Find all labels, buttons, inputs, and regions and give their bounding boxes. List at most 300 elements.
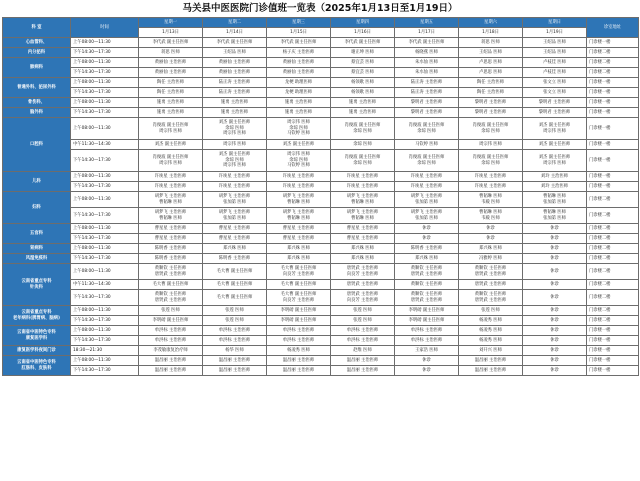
duty-cell: 陈明香 主治医师 — [139, 244, 203, 254]
duty-cell: 黄丽仙 主治医师 — [139, 68, 203, 78]
duty-cell: 休诊 — [523, 264, 587, 280]
duty-cell: 毛大曹 副主任医师 — [203, 280, 267, 290]
duty-cell: 马钦婷 医师 — [395, 140, 459, 150]
duty-cell: 休诊 — [523, 306, 587, 316]
time-cell: 下午14:30—17:30 — [71, 366, 139, 376]
table-row — [3, 336, 639, 346]
duty-cell: 施勇 主治医师 — [139, 98, 203, 108]
duty-cell: 李代武 副主任医师 — [203, 38, 267, 48]
duty-cell: 单洪标 主治医师 — [139, 336, 203, 346]
dept-cell: 妇科 — [3, 192, 71, 224]
dept-cell: 肾病科 — [3, 244, 71, 254]
time-cell: 上午08:00—11:30 — [71, 38, 139, 48]
header-location: 诊室地址 — [587, 18, 639, 38]
location-cell: 门诊楼二楼 — [587, 224, 639, 234]
duty-cell: 杨凌秀 医师 — [459, 336, 523, 346]
duty-cell: 杨领歌 医师 — [331, 88, 395, 98]
page-title: 马关县中医医院门诊值班一览表（2025年1月13日至1月19日） — [182, 3, 458, 14]
location-cell: 门诊楼一楼 — [587, 78, 639, 88]
duty-cell: 休诊 — [523, 224, 587, 234]
table-row — [3, 316, 639, 326]
duty-cell: 郑兴姝 医师 — [331, 244, 395, 254]
time-cell: 中午11:30—14:30 — [71, 280, 139, 290]
dept-cell: 内分泌科 — [3, 48, 71, 58]
table-row — [3, 192, 639, 208]
duty-cell: 温昌丽 主治医师 — [139, 356, 203, 366]
duty-cell: 单洪标 主治医师 — [331, 326, 395, 336]
duty-cell: 休诊 — [395, 234, 459, 244]
table-row — [3, 118, 639, 140]
duty-cell: 杨子庆 主治医师 — [267, 48, 331, 58]
duty-cell: 郑兴姝 医师 — [267, 244, 331, 254]
duty-cell: 单洪标 主治医师 — [331, 336, 395, 346]
header-day: 星期五 — [395, 18, 459, 28]
duty-cell: 胡梦飞 主治医师 曹韬琳 医师 — [139, 208, 203, 224]
location-cell: 门诊楼一楼 — [587, 38, 639, 48]
duty-cell: 郑兴姝 医师 — [395, 254, 459, 264]
duty-cell: 施勇 主治医师 — [331, 108, 395, 118]
duty-cell: 单洪标 主治医师 — [203, 326, 267, 336]
duty-cell: 龙梗 助理医师 — [267, 88, 331, 98]
duty-cell: 张文立 医师 — [523, 88, 587, 98]
table-row — [3, 208, 639, 224]
duty-cell: 许诶星 主治医师 — [395, 182, 459, 192]
duty-cell: 休诊 — [523, 336, 587, 346]
table-row — [3, 326, 639, 336]
duty-cell: 李代武 副主任医师 — [139, 38, 203, 48]
duty-cell: 王绍品 医师 — [523, 48, 587, 58]
duty-cell: 周宗伟 医师 — [203, 140, 267, 150]
duty-cell: 杨凌秀 医师 — [459, 316, 523, 326]
duty-cell: 刘玲 主治医师 — [523, 182, 587, 192]
location-cell: 门诊楼一楼 — [587, 336, 639, 346]
duty-cell: 蔡宜芸 医师 — [331, 58, 395, 68]
header-dept: 科 室 — [3, 18, 71, 38]
duty-cell: 张莲 医师 — [331, 316, 395, 326]
header-date: 1月18日 — [459, 28, 523, 38]
duty-cell: 休诊 — [523, 290, 587, 306]
duty-cell: 陈明香 主治医师 — [139, 254, 203, 264]
duty-cell: 张文立 医师 — [523, 78, 587, 88]
duty-cell: 杨领歌 医师 — [331, 78, 395, 88]
duty-cell: 唐贤武 主治医师 向良芳 主治医师 — [331, 290, 395, 306]
duty-cell: 毛大曹 副主任医师 — [139, 280, 203, 290]
duty-cell: 毛大曹 副主任医师 — [203, 290, 267, 306]
duty-cell: 唐贤武 主治医师 向良芳 主治医师 — [331, 264, 395, 280]
duty-cell: 陶任 主治医师 — [459, 78, 523, 88]
duty-cell: 陆正涛 主治医师 — [203, 78, 267, 88]
duty-cell: 许诶星 主治医师 — [139, 182, 203, 192]
dept-cell: 口腔科 — [3, 118, 71, 172]
time-cell: 上午08:00—11:30 — [71, 172, 139, 182]
duty-cell: 肖俊波 副主任医师 周宗伟 医师 — [139, 150, 203, 172]
table-row — [3, 346, 639, 356]
dept-cell: 云南省重点专科 老年病科(脾胃病、脑病) — [3, 306, 71, 326]
duty-cell: 陶任 主治医师 — [459, 88, 523, 98]
time-cell: 下午14:30—17:30 — [71, 150, 139, 172]
time-cell: 上午08:00—11:30 — [71, 264, 139, 280]
duty-cell: 唐贤武 主治医师 — [459, 280, 523, 290]
dept-cell: 肺病科 — [3, 58, 71, 78]
duty-cell: 卢思思 医师 — [459, 68, 523, 78]
table-row — [3, 58, 639, 68]
duty-cell: 黄顺钦 主任医师 唐贤武 主治医师 — [139, 290, 203, 306]
dept-cell: 云南省中医特色专科 肛肠科、皮肤科 — [3, 356, 71, 376]
duty-cell: 施勇 主治医师 — [203, 108, 267, 118]
duty-cell: 胡梦飞 主治医师 张加第 医师 — [203, 208, 267, 224]
location-cell: 门诊楼一楼 — [587, 98, 639, 108]
duty-cell: 王家浩 医师 — [395, 346, 459, 356]
table-row — [3, 182, 639, 192]
location-cell: 门诊楼二楼 — [587, 234, 639, 244]
location-cell: 门诊楼一楼 — [587, 356, 639, 366]
duty-cell: 王绍品 医师 — [459, 48, 523, 58]
duty-cell: 曹星星 主治医师 — [203, 224, 267, 234]
location-cell: 门诊楼一楼 — [587, 182, 639, 192]
header-date: 1月13日 — [139, 28, 203, 38]
duty-cell: 施勇 主治医师 — [331, 98, 395, 108]
duty-cell: 曹星星 主治医师 — [267, 224, 331, 234]
duty-cell: 陈明香 主治医师 — [203, 254, 267, 264]
duty-cell: 曹星星 主治医师 — [331, 234, 395, 244]
time-cell: 下午14:30—17:30 — [71, 182, 139, 192]
duty-cell: 黄顺钦 主任医师 唐贤武 主治医师 — [395, 290, 459, 306]
duty-cell: 赵维 医师 — [331, 346, 395, 356]
duty-cell: 肖俊波 副主任医师 余琼 医师 — [331, 150, 395, 172]
time-cell: 下午14:30—17:30 — [71, 316, 139, 326]
dept-cell: 云南省重点专科 针灸科 — [3, 264, 71, 306]
duty-cell: 周宗伟 医师 余琼 医师 马钦婷 医师 — [267, 118, 331, 140]
table-row — [3, 98, 639, 108]
time-cell: 上午08:00—11:30 — [71, 58, 139, 68]
location-cell: 门诊楼二楼 — [587, 192, 639, 208]
duty-cell: 单洪标 主治医师 — [203, 336, 267, 346]
duty-cell: 温昌丽 主治医师 — [459, 366, 523, 376]
dept-cell: 五官科 — [3, 224, 71, 244]
duty-cell: 蔡宜芸 医师 — [331, 68, 395, 78]
duty-cell: 曹星星 主治医师 — [139, 234, 203, 244]
duty-cell: 李茂敏康复治疗师 — [139, 346, 203, 356]
duty-cell: 蒋思 医师 — [139, 48, 203, 58]
duty-cell: 曹星星 主治医师 — [139, 224, 203, 234]
location-cell: 门诊楼二楼 — [587, 48, 639, 58]
table-row — [3, 254, 639, 264]
duty-cell: 刘杰 副主任医师 — [139, 140, 203, 150]
duty-cell: 余琼 医师 — [331, 140, 395, 150]
table-row — [3, 264, 639, 280]
duty-cell: 肖俊波 副主任医师 余琼 医师 — [395, 118, 459, 140]
duty-cell: 休诊 — [459, 224, 523, 234]
duty-cell: 曹星星 主治医师 — [203, 234, 267, 244]
time-cell: 18:30—21:30 — [71, 346, 139, 356]
duty-cell: 卢思思 医师 — [459, 58, 523, 68]
duty-cell: 黎明君 主治医师 — [395, 108, 459, 118]
table-row — [3, 140, 639, 150]
duty-cell: 张莲 医师 — [459, 306, 523, 316]
table-row — [3, 290, 639, 306]
duty-cell: 刘杰 副主任医师 余琼 医师 周宗伟 医师 — [203, 118, 267, 140]
duty-cell: 施勇 主治医师 — [267, 98, 331, 108]
duty-cell: 休诊 — [523, 366, 587, 376]
duty-cell: 单洪标 主治医师 — [395, 326, 459, 336]
duty-cell: 黎明君 主治医师 — [459, 98, 523, 108]
duty-cell: 郑兴姝 医师 — [459, 244, 523, 254]
duty-cell: 休诊 — [523, 316, 587, 326]
dept-cell: 普通外科、泌尿外科 — [3, 78, 71, 98]
duty-cell: 休诊 — [523, 356, 587, 366]
table-row — [3, 280, 639, 290]
table-row — [3, 356, 639, 366]
time-cell: 上午08:00—11:30 — [71, 244, 139, 254]
duty-cell: 曹韬琳 医师 韦殿 医师 — [459, 208, 523, 224]
dept-cell: 儿科 — [3, 172, 71, 192]
duty-cell: 张莲 医师 — [203, 316, 267, 326]
header-day: 星期四 — [331, 18, 395, 28]
duty-cell: 卢枝佳 医师 — [523, 58, 587, 68]
duty-cell: 休诊 — [395, 356, 459, 366]
duty-cell: 胡梦飞 主治医师 张加第 医师 — [395, 192, 459, 208]
duty-cell: 施勇 主治医师 — [203, 98, 267, 108]
duty-cell: 施勇 主治医师 — [139, 108, 203, 118]
time-cell: 上午08:00—11:30 — [71, 356, 139, 366]
dept-cell: 风湿免疫科 — [3, 254, 71, 264]
duty-cell: 温昌丽 主治医师 — [267, 366, 331, 376]
duty-cell: 单洪标 主治医师 — [395, 336, 459, 346]
duty-cell: 曹星星 主治医师 — [331, 224, 395, 234]
duty-cell: 刘玲 主治医师 — [523, 172, 587, 182]
duty-cell: 毛大曹 副主任医师 — [267, 280, 331, 290]
table-row — [3, 38, 639, 48]
duty-cell: 冯雅婷 医师 — [459, 254, 523, 264]
location-cell: 门诊楼一楼 — [587, 346, 639, 356]
header-day: 星期一 — [139, 18, 203, 28]
header-date: 1月15日 — [267, 28, 331, 38]
duty-cell: 朱水仙 医师 — [395, 58, 459, 68]
time-cell: 下午14:30—17:30 — [71, 234, 139, 244]
duty-cell: 唐贤武 主治医师 — [331, 280, 395, 290]
dept-cell: 脑外科 — [3, 108, 71, 118]
time-cell: 上午08:00—11:30 — [71, 224, 139, 234]
location-cell: 门诊楼二楼 — [587, 280, 639, 290]
duty-cell: 曹韬琳 医师 张加第 医师 — [523, 192, 587, 208]
duty-cell: 蒋思 医师 — [459, 38, 523, 48]
time-cell: 下午14:30—17:30 — [71, 68, 139, 78]
time-cell: 下午14:30—17:30 — [71, 88, 139, 98]
time-cell: 上午08:00—11:30 — [71, 118, 139, 140]
time-cell: 下午14:30—17:30 — [71, 48, 139, 58]
header-date: 1月17日 — [395, 28, 459, 38]
duty-cell: 黄顺钦 主任医师 唐贤武 主治医师 — [459, 290, 523, 306]
table-row — [3, 234, 639, 244]
duty-cell: 休诊 — [523, 326, 587, 336]
time-cell: 上午08:00—11:30 — [71, 78, 139, 88]
duty-cell: 曹韬琳 医师 张加第 医师 — [523, 208, 587, 224]
time-cell: 下午14:30—17:30 — [71, 108, 139, 118]
duty-cell: 杨凌秀 医师 — [459, 326, 523, 336]
duty-cell: 施勇 主治医师 — [267, 108, 331, 118]
location-cell: 门诊楼二楼 — [587, 208, 639, 224]
time-cell: 下午14:30—17:30 — [71, 336, 139, 346]
table-row — [3, 78, 639, 88]
location-cell: 门诊楼二楼 — [587, 244, 639, 254]
duty-cell: 杨华 医师 — [203, 346, 267, 356]
duty-schedule-table — [2, 17, 639, 376]
header-time: 时间 — [71, 18, 139, 38]
duty-cell: 休诊 — [395, 224, 459, 234]
duty-cell: 李代武 副主任医师 — [267, 38, 331, 48]
duty-cell: 刘杰 副主任医师 周宗伟 医师 — [523, 150, 587, 172]
location-cell: 门诊楼二楼 — [587, 58, 639, 68]
duty-cell: 休诊 — [523, 346, 587, 356]
table-row — [3, 48, 639, 58]
duty-cell: 郑兴姝 医师 — [203, 244, 267, 254]
location-cell: 门诊楼一楼 — [587, 140, 639, 150]
time-cell: 下午14:30—17:30 — [71, 254, 139, 264]
duty-cell: 单洪标 主治医师 — [267, 326, 331, 336]
time-cell: 下午14:30—17:30 — [71, 290, 139, 306]
location-cell: 门诊楼一楼 — [587, 366, 639, 376]
table-row — [3, 88, 639, 98]
location-cell: 门诊楼一楼 — [587, 108, 639, 118]
duty-cell: 温昌丽 主治医师 — [139, 366, 203, 376]
duty-cell: 肖俊波 副主任医师 余琼 医师 — [459, 118, 523, 140]
dept-cell: 心血管科、 — [3, 38, 71, 48]
duty-cell: 刘杰 副主任医师 — [267, 140, 331, 150]
duty-cell: 许诶星 主治医师 — [331, 172, 395, 182]
location-cell: 门诊楼一楼 — [587, 150, 639, 172]
duty-cell: 龙梗 助理医师 — [267, 78, 331, 88]
duty-cell: 胡梦飞 主治医师 曹韬琳 医师 — [267, 192, 331, 208]
duty-cell: 毛大曹 副主任医师 向良芳 主治医师 — [267, 264, 331, 280]
duty-cell: 许诶星 主治医师 — [267, 182, 331, 192]
duty-cell: 朱水仙 医师 — [395, 68, 459, 78]
duty-cell: 肖俊波 副主任医师 周宗伟 医师 — [139, 118, 203, 140]
duty-cell: 休诊 — [523, 234, 587, 244]
duty-cell: 刘开兴 医师 — [459, 346, 523, 356]
location-cell: 门诊楼二楼 — [587, 306, 639, 316]
duty-cell: 胡梦飞 主治医师 曹韬琳 医师 — [267, 208, 331, 224]
dept-cell: 云南省中医特色专科 康复医学科 — [3, 326, 71, 346]
location-cell: 门诊楼二楼 — [587, 316, 639, 326]
duty-cell: 黄丽仙 主治医师 — [203, 58, 267, 68]
table-row — [3, 224, 639, 234]
duty-cell: 黎明君 主治医师 — [523, 98, 587, 108]
header-day: 星期三 — [267, 18, 331, 28]
duty-cell: 黄丽仙 主治医师 — [139, 58, 203, 68]
location-cell: 门诊楼二楼 — [587, 68, 639, 78]
duty-cell: 胡梦飞 主治医师 曹韬琳 医师 — [331, 208, 395, 224]
duty-cell: 陆正涛 主治医师 — [395, 88, 459, 98]
duty-cell: 毛大曹 副主任医师 — [203, 264, 267, 280]
duty-cell: 许诶星 主治医师 — [459, 172, 523, 182]
duty-cell: 黄丽仙 主治医师 — [267, 58, 331, 68]
duty-cell: 许诶星 主治医师 — [267, 172, 331, 182]
duty-cell: 刘杰 副主任医师 — [523, 140, 587, 150]
duty-cell: 温昌丽 主治医师 — [267, 356, 331, 366]
duty-cell: 黄顺钦 主任医师 唐贤武 主治医师 — [395, 264, 459, 280]
duty-cell: 许诶星 主治医师 — [203, 182, 267, 192]
duty-cell: 胡梦飞 主治医师 张加第 医师 — [203, 192, 267, 208]
duty-cell: 黄顺钦 主任医师 — [395, 280, 459, 290]
duty-cell: 毛大曹 副主任医师 向良芳 主治医师 — [267, 290, 331, 306]
header-date: 1月14日 — [203, 28, 267, 38]
duty-cell: 休诊 — [523, 244, 587, 254]
location-cell: 门诊楼一楼 — [587, 118, 639, 140]
duty-cell: 胡梦飞 主治医师 曹韬琳 医师 — [139, 192, 203, 208]
duty-cell: 胡梦飞 主治医师 曹韬琳 医师 — [331, 192, 395, 208]
duty-cell: 曹星星 主治医师 — [267, 234, 331, 244]
duty-cell: 黄顺钦 主任医师 唐贤武 主治医师 — [139, 264, 203, 280]
duty-cell: 肖俊波 副主任医师 余琼 医师 — [459, 150, 523, 172]
duty-cell: 肖俊波 副主任医师 余琼 医师 — [395, 150, 459, 172]
duty-cell: 许诶星 主治医师 — [331, 182, 395, 192]
location-cell: 门诊楼一楼 — [587, 88, 639, 98]
time-cell: 下午14:30—17:30 — [71, 208, 139, 224]
duty-cell: 黄顺钦 主任医师 唐贤武 主治医师 — [459, 264, 523, 280]
duty-cell: 陆正涛 主治医师 — [395, 78, 459, 88]
duty-cell: 曹韬琳 医师 韦殿 医师 — [459, 192, 523, 208]
duty-cell: 许诶星 主治医师 — [203, 172, 267, 182]
duty-cell: 温昌丽 主治医师 — [203, 356, 267, 366]
time-cell: 上午08:00—11:30 — [71, 306, 139, 316]
header-day: 星期六 — [459, 18, 523, 28]
duty-cell: 温昌丽 主治医师 — [203, 366, 267, 376]
duty-cell: 许诶星 主治医师 — [459, 182, 523, 192]
duty-cell: 单洪标 主治医师 — [139, 326, 203, 336]
duty-cell: 陈明香 主治医师 — [395, 244, 459, 254]
duty-cell: 张莲 医师 — [331, 306, 395, 316]
duty-cell: 休诊 — [395, 366, 459, 376]
duty-cell: 温昌丽 主治医师 — [331, 366, 395, 376]
duty-cell: 刘杰 副主任医师 余琼 医师 周宗伟 医师 — [203, 150, 267, 172]
duty-cell: 张莲 医师 — [139, 306, 203, 316]
duty-cell: 张莲 医师 — [203, 306, 267, 316]
duty-cell: 郑兴姝 医师 — [267, 254, 331, 264]
location-cell: 门诊楼二楼 — [587, 290, 639, 306]
table-row — [3, 306, 639, 316]
table-row — [3, 366, 639, 376]
duty-cell: 许诶星 主治医师 — [139, 172, 203, 182]
duty-cell: 温昌丽 主治医师 — [331, 356, 395, 366]
time-cell: 上午08:00—11:30 — [71, 98, 139, 108]
duty-cell: 王绍品 医师 — [523, 38, 587, 48]
time-cell: 中午11:30—14:30 — [71, 140, 139, 150]
table-row — [3, 68, 639, 78]
duty-cell: 卢枝佳 医师 — [523, 68, 587, 78]
dept-cell: 骨伤科、 — [3, 98, 71, 108]
duty-cell: 黎明君 主治医师 — [523, 108, 587, 118]
duty-cell: 黄丽仙 主治医师 — [203, 68, 267, 78]
location-cell: 门诊楼二楼 — [587, 254, 639, 264]
duty-cell: 温昌丽 主治医师 — [459, 356, 523, 366]
header-row-days — [3, 18, 639, 28]
duty-cell: 陶任 主治医师 — [139, 88, 203, 98]
table-row — [3, 150, 639, 172]
header-day: 星期日 — [523, 18, 587, 28]
duty-cell: 胡梦飞 主治医师 张加第 医师 — [395, 208, 459, 224]
location-cell: 门诊楼一楼 — [587, 326, 639, 336]
location-cell: 门诊楼二楼 — [587, 264, 639, 280]
duty-cell: 李代武 副主任医师 — [395, 38, 459, 48]
duty-cell: 谢正坤 医师 — [331, 48, 395, 58]
duty-cell: 李明磅 副主任医师 — [267, 306, 331, 316]
duty-cell: 周宗伟 医师 — [459, 140, 523, 150]
duty-cell: 杨凌秀 医师 — [267, 346, 331, 356]
duty-cell: 黎明君 主治医师 — [395, 98, 459, 108]
header-day: 星期二 — [203, 18, 267, 28]
time-cell: 上午08:00—11:30 — [71, 192, 139, 208]
duty-cell: 黎明君 主治医师 — [459, 108, 523, 118]
